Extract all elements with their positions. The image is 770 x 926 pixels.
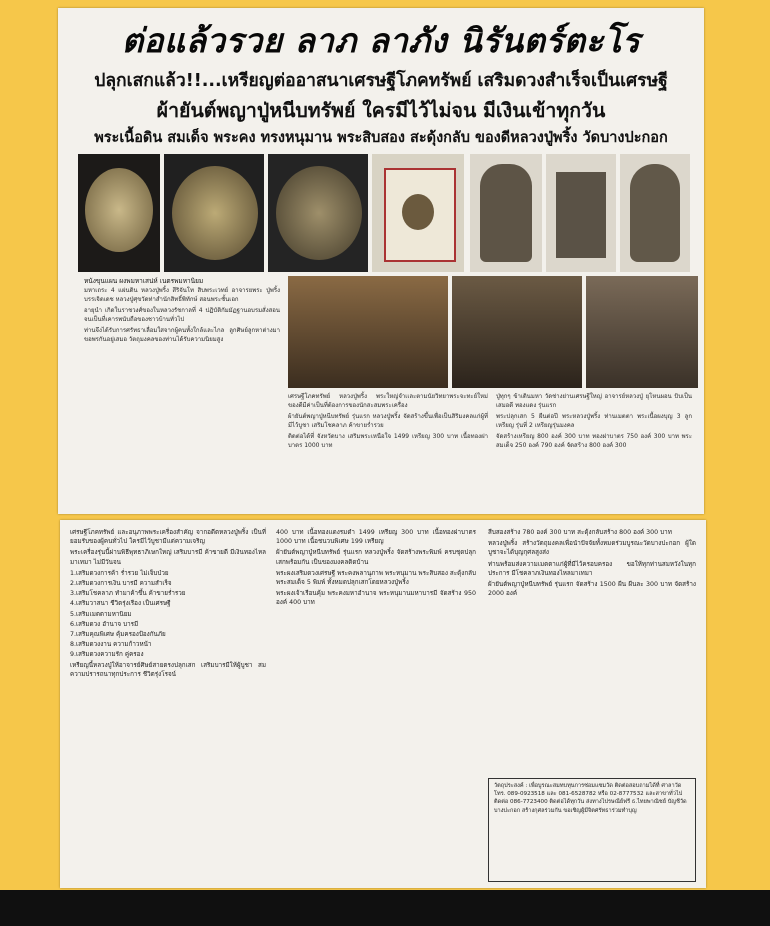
paragraph: เศรษฐีโภคทรัพย์ และอนุภาพพระเครื่องสำคัญ จากอดีตหลวงปู่พริ้ง เป็นที่ยอมรับของผู้คนทั่วไป ใครมีไว้บูชามีแต่ความเจริญ xyxy=(70,529,266,546)
clay-amulet-photo-2 xyxy=(546,154,616,272)
paragraph: เหรียญนี้หลวงปู่ให้อาจารย์ศิษย์สายตรงปลุกเสก เสริมบารมีให้ผู้บูชา สมความปรารถนาทุกประการ ชีวิตรุ่งโรจน์ xyxy=(70,661,266,678)
ceremony-photo-row xyxy=(288,276,698,388)
lower-clipping xyxy=(60,520,706,888)
list-item: 4.เสริมวาสนา ชีวิตรุ่งเรือง เป็นเศรษฐี xyxy=(70,600,171,608)
bottom-edge xyxy=(0,890,770,926)
ceremony-photo-2 xyxy=(452,276,582,388)
ceremony-photo-3 xyxy=(586,276,698,388)
monk-coin-photo xyxy=(78,154,160,272)
yantra-cloth-photo xyxy=(372,154,464,272)
photo-caption: หนังขุนแผน ผงพมหาเสน่ห์ เนตรพมหานิยม xyxy=(84,277,204,285)
subhead: ปลุกเสกแล้ว!!...เหรียญต่ออาสนาเศรษฐีโภคทรัพย์ เสริมดวงสำเร็จเป็นเศรษฐี xyxy=(94,71,668,91)
paragraph: มหาเถระ 4 แผ่นดิน หลวงปู่พริ้ง สีริจันโท สิบพระเวทย์ อาจารยพระ ปู่พริ้ง บรรเจิดเดช หลวงปู่ศุขวัดท่าสำนักสิทธิ์พิทักษ์ สอนพระชั้นเอก xyxy=(84,287,280,303)
paragraph: เศรษฐีโภคทรัพย์ หลวงปู่พริ้ง พระใหญ่จำเเละตามนัยวิทยาพระจะทะย์ใหม่ ของดีมีค่าเป็นที่ต้องการของนักสะสมพระเครื่อง xyxy=(288,393,488,409)
paragraph: 400 บาท เนื้อทองแดงรมดำ 1499 เหรียญ 300 บาท เนื้อทองฝาบาตร 1000 บาท เนื้อชนวนพิเศษ 199 เหรียญ xyxy=(276,529,476,546)
paragraph: พระปลุกเสก 5 ผืนต่อปี พระหลวงปู่พริ้ง ท่านเมตตา พระเนื้อผงบุญ 3 ลูกเหรียญ รุ่นที่ 2 เหรียญรุ่นมงคล xyxy=(496,413,692,429)
upper-clipping xyxy=(58,8,704,514)
list-item: 6.เสริมดวง อำนาจ บารมี xyxy=(70,620,139,628)
contact-info-box: วัตถุประสงค์ : เพื่อบูรณะสมทบทุนการซ่อมแซมวัด ติดต่อสอบถามได้ที่ ศาลาวัด โทร. 089-0923518 และ 081-6528782 หรือ 02-8777532 และสาขาทั่วไป ติดต่อ 086-7723400 ติดต่อได้ทุกวัน ส่งทางไปรษณีย์ฟรี ธ.ไทยพาณิชย์ บัญชีวัดบางปะกอก สร้างกุศลร่วมกัน ขอเชิญผู้มีจิตศรัทธาร่วมทำบุญ xyxy=(488,778,696,882)
paragraph: ท่านพร้อมส่งความเมตตาแก่ผู้ที่มีไว้ครอบครอง ขอให้ทุกท่านสมหวังในทุกประการ มีโชคลาภเงินทองไหลมาเทมา xyxy=(488,560,696,577)
paragraph: ปู่ทุกๆ ข้าเดินมหา วัดช่างย่านเศรษฐีใหญ่ อาจารย์หลวงปู่ ยุโหนผอน บิบเป็นเสมอดี ทองแดง รุ่นแรก xyxy=(496,393,692,409)
headline: ต่อแล้วรวย ลาภ ลาภัง นิรันตร์ตะโร xyxy=(121,21,641,60)
paragraph: อายุนำ เกิดในราชวงศ์ของในหลวงรัชกาลที่ 4 ปฏิบัติกัมมัฏฐานอบรมสั่งสอนจนเป็นที่เคารพนับถือของชาวบ้านทั่วไป xyxy=(84,307,280,323)
benefit-list xyxy=(70,569,266,660)
paragraph: ติดต่อได้ที่ จังหวัดบาง เสริมพระเหนือใจ 1499 เหรียญ 300 บาท เนื้อทองฝาบาตร 1000 บาท xyxy=(288,433,488,449)
list-item: 9.เสริมดวงความรัก คู่ครอง xyxy=(70,651,144,659)
list-item: 5.เสริมเมตตามหานิยม xyxy=(70,610,132,618)
lower-mid-column xyxy=(276,528,476,610)
paragraph: พระเครื่องรุ่นนี้ผ่านพิธีพุทธาภิเษกใหญ่ เสริมบารมี ค้าขายดี มีเงินทองไหลมาเทมา ไม่มีวันจน xyxy=(70,549,266,566)
list-item: 2.เสริมดวงการเงิน บารมี ความสำเร็จ xyxy=(70,580,172,588)
paragraph: จัดสร้างเหรียญ 800 องค์ 300 บาท ทองฝาบาตร 750 องค์ 300 บาท พระสมเด็จ 250 องค์ 790 องค์ จัดสร้าง 800 องค์ 300 xyxy=(496,433,692,449)
upper-right-column xyxy=(496,392,692,452)
amulet-photo-row xyxy=(78,154,690,274)
amulets-line: พระเนื้อดิน สมเด็จ พระคง ทรงหนุมาน พระสิบสอง สะดุ้งกลับ ของดีหลวงปู่พริ้ง วัดบางปะกอก xyxy=(94,130,668,146)
coin-photo-back xyxy=(268,154,368,272)
lower-left-column xyxy=(70,528,266,681)
paragraph: หลวงปู่พริ้ง สร้างวัตถุมงคลเพื่อนำปัจจัยทั้งหมดร่วมบูรณะวัดบางปะกอก ผู้ใดบูชาจะได้บุญกุศลสูงส่ง xyxy=(488,540,696,557)
list-item: 8.เสริมดวงงาน ความก้าวหน้า xyxy=(70,641,152,649)
paragraph: ผ้ายันต์พญาปู่หนีบทรัพย์ รุ่นแรก จัดสร้าง 1500 ผืน ผืนละ 300 บาท จัดสร้าง 2000 องค์ xyxy=(488,581,696,598)
paragraph: ท่านจึงได้รับการศรัทธาเลื่อมใสจากผู้คนทั้งใกล้และไกล ลูกศิษย์ลูกหาต่างมาขอพรกันอยู่เสมอ วัตถุมงคลของท่านได้รับความนิยมสูง xyxy=(84,327,280,343)
tagline: ผ้ายันต์พญาปู่หนีบทรัพย์ ใครมีไว้ไม่จน มีเงินเข้าทุกวัน xyxy=(156,99,606,122)
upper-left-column xyxy=(84,286,280,346)
coin-photo-front xyxy=(164,154,264,272)
paragraph: พระผงเจ้าเรือนคุ้ม พระคงมหาอำนาจ พระหนุมานมหาบารมี จัดสร้าง 950 องค์ 400 บาท xyxy=(276,590,476,607)
paragraph: พระผงเสริมดวงเศรษฐี พระคงพลานุภาพ พระหนุมาน พระสิบสอง สะดุ้งกลับ พระสมเด็จ 5 พิมพ์ ทั้งหมดปลุกเสกโดยหลวงปู่พริ้ง xyxy=(276,569,476,587)
clay-amulet-photo-1 xyxy=(470,154,542,272)
paragraph: ผ้ายันต์พญาปู่หนีบทรัพย์ รุ่นแรก หลวงปู่พริ้ง จัดสร้างพระพิมพ์ ครบชุดปลุกเสกพร้อมกัน เป็นของมงคลติดบ้าน xyxy=(276,549,476,566)
clay-amulet-photo-3 xyxy=(620,154,690,272)
list-item: 1.เสริมดวงการค้า ร่ำรวย ไม่เจ็บป่วย xyxy=(70,569,169,577)
upper-mid-column xyxy=(288,392,488,452)
paragraph: ผ้ายันต์พญาปู่หนีบทรัพย์ รุ่นแรก หลวงปู่พริ้ง จัดสร้างขึ้นเพื่อเป็นสิริมงคลแก่ผู้ที่มีไว้บูชา เสริมโชคลาภ ค้าขายร่ำรวย xyxy=(288,413,488,429)
list-item: 7.เสริมคุณพิเศษ คุ้มครองป้องกันภัย xyxy=(70,631,166,639)
ceremony-photo-1 xyxy=(288,276,448,388)
list-item: 3.เสริมโชคลาภ ทำมาค้าขึ้น ค้าขายร่ำรวย xyxy=(70,590,186,598)
paragraph: สืบสองสร้าง 780 องค์ 300 บาท สะดุ้งกลับสร้าง 800 องค์ 300 บาท xyxy=(488,529,672,536)
lower-right-column xyxy=(488,528,696,600)
